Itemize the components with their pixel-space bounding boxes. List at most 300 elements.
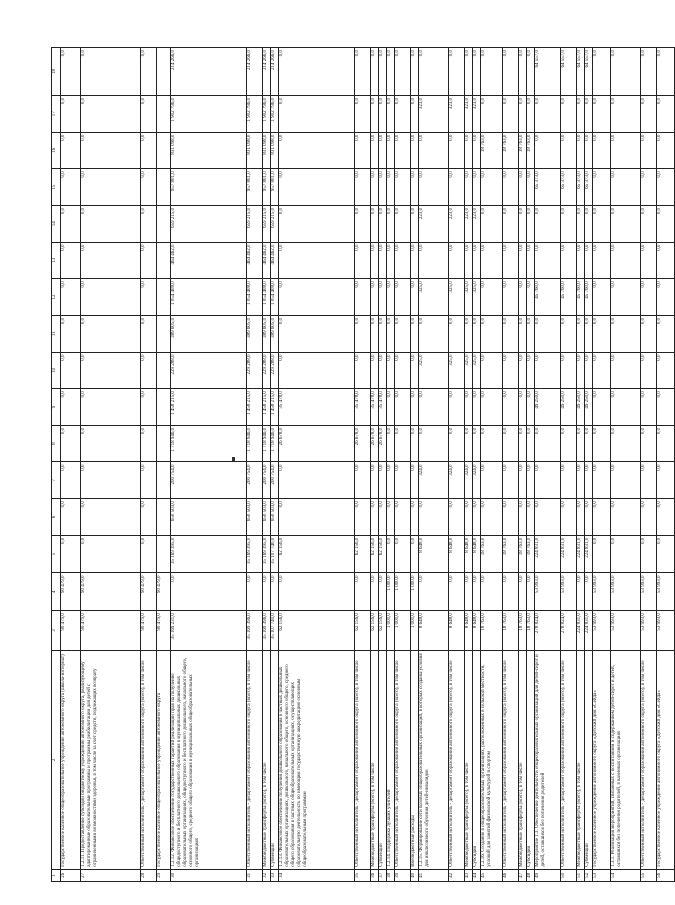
value-cell: 0,0 xyxy=(395,242,411,279)
value-cell: 0,0 xyxy=(593,352,611,389)
value-cell: 0,0 xyxy=(61,48,81,96)
value-cell: 0,0 xyxy=(141,242,157,279)
value-cell: 0,0 xyxy=(519,462,527,499)
value-cell: 957 801,0 xyxy=(271,169,279,206)
value-cell: 65 373,0 xyxy=(561,169,577,206)
value-cell: 0,0 xyxy=(371,169,379,206)
row-name: Межбюджетные трансферты (всего), в том числе xyxy=(519,650,527,869)
value-cell: 0,0 xyxy=(141,205,157,242)
value-cell: 324,0 xyxy=(473,462,481,499)
value-cell: 18 763,0 xyxy=(481,535,503,573)
value-cell: 464 462,0 xyxy=(263,242,271,279)
value-cell: 26 678,0 xyxy=(355,425,371,462)
value-cell: 35 169 395,0 xyxy=(171,535,247,573)
value-cell: 62 156,0 xyxy=(371,535,379,573)
value-cell: 214 266,0 xyxy=(247,48,263,96)
row-number: 42 xyxy=(449,869,465,881)
value-cell: 0,0 xyxy=(395,535,411,573)
value-cell: 0,0 xyxy=(519,242,527,279)
value-cell: 464 462,0 xyxy=(271,242,279,279)
value-cell xyxy=(157,535,171,573)
value-cell: 224 831,0 xyxy=(585,535,593,573)
value-cell: 1 902 796,0 xyxy=(247,95,263,132)
value-cell: 224 831,0 xyxy=(535,535,561,573)
value-cell: 0,0 xyxy=(577,425,585,462)
table-row xyxy=(519,48,527,882)
value-cell: 389 605,0 xyxy=(247,315,263,352)
value-cell: 0,0 xyxy=(449,499,465,536)
value-cell: 0,0 xyxy=(561,499,577,536)
value-cell: 0,0 xyxy=(411,169,419,206)
value-cell: 214 266,0 xyxy=(271,48,279,96)
value-cell: 0,0 xyxy=(473,499,481,536)
value-cell: 0,0 xyxy=(81,389,141,426)
value-cell: 0,0 xyxy=(503,242,519,279)
value-cell: 278 824,0 xyxy=(561,611,577,651)
row-number: 52 xyxy=(585,869,593,881)
value-cell: 0,0 xyxy=(503,425,519,462)
value-cell: 0,0 xyxy=(503,315,519,352)
value-cell: 35 478,0 xyxy=(371,389,379,426)
table-row xyxy=(395,48,411,882)
value-cell: 0,0 xyxy=(527,499,535,536)
value-cell: 65 373,0 xyxy=(585,169,593,206)
value-cell: 90 479,0 xyxy=(81,573,141,611)
value-cell: 0,0 xyxy=(141,132,157,169)
value-cell: 325,0 xyxy=(473,279,481,316)
value-cell: 0,0 xyxy=(395,425,411,462)
value-cell: 1 458 215,0 xyxy=(263,389,271,426)
value-cell: 324,0 xyxy=(465,462,473,499)
value-cell: 0,0 xyxy=(473,242,481,279)
value-cell: 0,0 xyxy=(611,535,641,573)
value-cell: 18 763,0 xyxy=(527,132,535,169)
row-number: 50 xyxy=(561,869,577,881)
value-cell: 0,0 xyxy=(641,535,657,573)
value-cell: 650 503,0 xyxy=(247,499,263,536)
value-cell: 0,0 xyxy=(81,242,141,279)
row-number: 37 xyxy=(379,869,387,881)
value-cell: 0,0 xyxy=(585,499,593,536)
value-cell: 1 458 215,0 xyxy=(247,389,263,426)
value-cell: 0,0 xyxy=(371,205,379,242)
value-cell: 0,0 xyxy=(387,169,395,206)
value-cell: 229 288,0 xyxy=(263,352,271,389)
value-cell: 0,0 xyxy=(371,573,379,611)
value-cell: 323,0 xyxy=(473,95,481,132)
value-cell: 0,0 xyxy=(395,169,411,206)
table-row xyxy=(449,48,465,882)
value-cell: 0,0 xyxy=(657,425,675,462)
value-cell: 0,0 xyxy=(61,205,81,242)
value-cell: 224 831,0 xyxy=(561,535,577,573)
value-cell: 0,0 xyxy=(355,279,371,316)
value-cell: 0,0 xyxy=(81,48,141,96)
value-cell: 0,0 xyxy=(481,315,503,352)
value-cell: 0,0 xyxy=(593,462,611,499)
value-cell xyxy=(157,352,171,389)
value-cell: 64 557,0 xyxy=(585,48,593,96)
value-cell: 0,0 xyxy=(279,205,355,242)
value-cell: 229 288,0 xyxy=(247,352,263,389)
value-cell: 0,0 xyxy=(387,48,395,96)
value-cell: 0,0 xyxy=(593,205,611,242)
value-cell: 0,0 xyxy=(141,499,157,536)
value-cell: 0,0 xyxy=(577,499,585,536)
value-cell: 0,0 xyxy=(535,315,561,352)
value-cell: 325,0 xyxy=(465,352,473,389)
value-cell: 18 763,0 xyxy=(481,132,503,169)
value-cell: 229 288,0 xyxy=(171,352,247,389)
value-cell: 0,0 xyxy=(503,462,519,499)
value-cell: 0,0 xyxy=(611,499,641,536)
value-cell: 0,0 xyxy=(473,389,481,426)
value-cell: 0,0 xyxy=(481,48,503,96)
value-cell: 0,0 xyxy=(473,169,481,206)
value-cell: 0,0 xyxy=(387,535,395,573)
value-cell: 0,0 xyxy=(641,132,657,169)
value-cell: 0,0 xyxy=(577,462,585,499)
table-row xyxy=(171,48,247,882)
value-cell: 0,0 xyxy=(395,95,411,132)
value-cell: 0,0 xyxy=(379,132,387,169)
value-cell: 0,0 xyxy=(473,315,481,352)
value-cell: 0,0 xyxy=(657,132,675,169)
row-number: 28 xyxy=(141,869,157,881)
row-number: 29 xyxy=(157,869,171,881)
row-name: 1.2.13. Финансовое обеспечение получения дошкольного образования в частных дошкольных образовательных организациях, дошкольного, начального общего, основного общего, среднего общего образования в частных общеобразовательных организациях, осуществляющих образовательную деятельность по имеющим государственную аккредитацию основным общеобразовательным программам xyxy=(279,650,355,869)
value-cell: 0,0 xyxy=(611,425,641,462)
table-row xyxy=(141,48,157,882)
value-cell: 53 993,0 xyxy=(657,573,675,611)
value-cell: 53 993,0 xyxy=(535,573,561,611)
value-cell: 0,0 xyxy=(419,242,449,279)
value-cell: 0,0 xyxy=(519,279,527,316)
table-row xyxy=(379,48,387,882)
value-cell: 0,0 xyxy=(641,95,657,132)
value-cell: 278 824,0 xyxy=(535,611,561,651)
value-cell: 0,0 xyxy=(395,132,411,169)
value-cell: 0,0 xyxy=(387,499,395,536)
value-cell: 0,0 xyxy=(657,462,675,499)
header-cell: 15 xyxy=(52,169,61,206)
value-cell: 223,0 xyxy=(465,205,473,242)
value-cell: 18 763,0 xyxy=(527,611,535,651)
value-cell: 0,0 xyxy=(585,425,593,462)
value-cell: 0,0 xyxy=(279,242,355,279)
table-row xyxy=(371,48,379,882)
row-number: 36 xyxy=(371,869,379,881)
value-cell: 0,0 xyxy=(465,132,473,169)
value-cell: 0,0 xyxy=(561,315,577,352)
row-number: 31 xyxy=(247,869,263,881)
value-cell: 0,0 xyxy=(585,242,593,279)
value-cell: 64 557,0 xyxy=(535,48,561,96)
value-cell: 324,0 xyxy=(449,462,465,499)
value-cell: 0,0 xyxy=(141,315,157,352)
value-cell: 0,0 xyxy=(535,499,561,536)
value-cell: 90 479,0 xyxy=(141,573,157,611)
table-row xyxy=(411,48,419,882)
value-cell: 0,0 xyxy=(519,205,527,242)
value-cell: 0,0 xyxy=(263,573,271,611)
value-cell: 0,0 xyxy=(611,205,641,242)
value-cell: 0,0 xyxy=(473,425,481,462)
value-cell: 0,0 xyxy=(61,279,81,316)
value-cell: 659 215,0 xyxy=(271,205,279,242)
table-row xyxy=(577,48,585,882)
value-cell: 0,0 xyxy=(419,425,449,462)
value-cell: 0,0 xyxy=(577,352,585,389)
value-cell: 0,0 xyxy=(593,425,611,462)
table-row xyxy=(263,48,271,882)
value-cell: 0,0 xyxy=(657,242,675,279)
value-cell: 389 605,0 xyxy=(271,315,279,352)
header-cell: 16 xyxy=(52,132,61,169)
row-number: 51 xyxy=(577,869,585,881)
row-number: 26 xyxy=(61,869,81,881)
table-row xyxy=(271,48,279,882)
value-cell: 0,0 xyxy=(657,535,675,573)
value-cell: 957 801,0 xyxy=(247,169,263,206)
value-cell: 64 557,0 xyxy=(561,48,577,96)
value-cell: 0,0 xyxy=(411,535,419,573)
value-cell: 0,0 xyxy=(519,573,527,611)
value-cell: 0,0 xyxy=(395,462,411,499)
value-cell: 0,0 xyxy=(465,242,473,279)
value-cell xyxy=(157,169,171,206)
row-number: 39 xyxy=(395,869,411,881)
value-cell: 0,0 xyxy=(641,315,657,352)
value-cell: 1 000,0 xyxy=(411,573,419,611)
value-cell: 8 648,0 xyxy=(419,535,449,573)
value-cell: 0,0 xyxy=(503,499,519,536)
value-cell: 8 648,0 xyxy=(473,535,481,573)
value-cell: 0,0 xyxy=(465,48,473,96)
header-cell: 14 xyxy=(52,205,61,242)
value-cell: 0,0 xyxy=(279,462,355,499)
value-cell: 229 288,0 xyxy=(271,352,279,389)
header-cell: 6 xyxy=(52,499,61,536)
value-cell: 0,0 xyxy=(81,279,141,316)
value-cell: 0,0 xyxy=(81,462,141,499)
value-cell: 0,0 xyxy=(611,48,641,96)
value-cell xyxy=(157,315,171,352)
value-cell: 0,0 xyxy=(419,315,449,352)
row-name: Межбюджетные трансферты (всего), в том числе xyxy=(577,650,585,869)
row-name: Государственное казенное общеобразовательное учреждение автономного округа (школа-интернат) xyxy=(61,650,81,869)
value-cell: 0,0 xyxy=(387,315,395,352)
value-cell: 1 902 796,0 xyxy=(271,95,279,132)
value-cell: 8 648,0 xyxy=(449,535,465,573)
value-cell: 1 718 946,0 xyxy=(171,425,247,462)
row-number: 27 xyxy=(81,869,141,881)
table-row xyxy=(481,48,503,882)
value-cell: 0,0 xyxy=(641,169,657,206)
value-cell: 0,0 xyxy=(519,499,527,536)
value-cell: 0,0 xyxy=(657,352,675,389)
value-cell: 35 478,0 xyxy=(279,389,355,426)
value-cell: 0,0 xyxy=(411,242,419,279)
value-cell: 0,0 xyxy=(449,315,465,352)
table-row xyxy=(465,48,473,882)
value-cell xyxy=(157,499,171,536)
value-cell: 53 993,0 xyxy=(593,611,611,651)
table-row xyxy=(279,48,355,882)
value-cell: 0,0 xyxy=(527,352,535,389)
value-cell: 0,0 xyxy=(561,95,577,132)
value-cell: 62 156,0 xyxy=(279,535,355,573)
value-cell: 62 156,0 xyxy=(355,535,371,573)
value-cell: 90 479,0 xyxy=(81,611,141,651)
header-cell: 4 xyxy=(52,573,61,611)
row-number: 43 xyxy=(465,869,473,881)
value-cell: 0,0 xyxy=(657,169,675,206)
value-cell xyxy=(157,48,171,96)
rotated-page xyxy=(51,47,662,882)
value-cell: 0,0 xyxy=(81,315,141,352)
value-cell: 0,0 xyxy=(593,499,611,536)
value-cell: 0,0 xyxy=(411,425,419,462)
value-cell: 0,0 xyxy=(411,462,419,499)
value-cell: 0,0 xyxy=(527,95,535,132)
value-cell: 0,0 xyxy=(481,279,503,316)
header-cell: 3 xyxy=(52,611,61,651)
value-cell: 957 801,0 xyxy=(263,169,271,206)
value-cell: 0,0 xyxy=(379,352,387,389)
value-cell: 53 993,0 xyxy=(657,611,675,651)
value-cell: 831 098,0 xyxy=(263,132,271,169)
value-cell: 45 760,0 xyxy=(561,279,577,316)
table-row xyxy=(535,48,561,882)
value-cell: 35 169 396,0 xyxy=(263,611,271,651)
value-cell: 90 479,0 xyxy=(61,611,81,651)
value-cell: 0,0 xyxy=(419,573,449,611)
value-cell: 0,0 xyxy=(61,389,81,426)
value-cell: 1 458 215,0 xyxy=(171,389,247,426)
value-cell: 0,0 xyxy=(411,48,419,96)
value-cell: 0,0 xyxy=(527,169,535,206)
value-cell: 53 993,0 xyxy=(561,573,577,611)
value-cell: 0,0 xyxy=(61,242,81,279)
row-name: Субвенции xyxy=(585,650,593,869)
value-cell: 49 250,0 xyxy=(561,389,577,426)
value-cell: 0,0 xyxy=(527,315,535,352)
value-cell: 650 503,0 xyxy=(171,499,247,536)
value-cell: 0,0 xyxy=(503,352,519,389)
row-name: Ответственный исполнитель - департамент образования автономного округа (всего), в том числе xyxy=(561,650,577,869)
value-cell: 0,0 xyxy=(379,279,387,316)
value-cell: 0,0 xyxy=(577,573,585,611)
value-cell: 0,0 xyxy=(61,425,81,462)
row-number: 40 xyxy=(411,869,419,881)
value-cell: 1 000,0 xyxy=(395,573,411,611)
value-cell: 0,0 xyxy=(519,352,527,389)
value-cell: 0,0 xyxy=(473,48,481,96)
value-cell: 0,0 xyxy=(411,352,419,389)
value-cell: 0,0 xyxy=(279,95,355,132)
value-cell: 0,0 xyxy=(379,499,387,536)
value-cell: 62 156,0 xyxy=(379,535,387,573)
value-cell: 0,0 xyxy=(503,48,519,96)
value-cell: 0,0 xyxy=(387,205,395,242)
value-cell: 0,0 xyxy=(395,389,411,426)
value-cell: 464 462,0 xyxy=(247,242,263,279)
table-row xyxy=(387,48,395,882)
row-name: Ответственный исполнитель - департамент образования автономного округа (всего), в том числе xyxy=(395,650,411,869)
row-name: Государственное казенное общеобразовательное учреждение автономного округа xyxy=(157,650,171,869)
value-cell: 0,0 xyxy=(395,48,411,96)
value-cell: 0,0 xyxy=(141,352,157,389)
value-cell: 1 000,0 xyxy=(387,611,395,651)
value-cell: 0,0 xyxy=(577,242,585,279)
table-row xyxy=(473,48,481,882)
row-name: Ответственный исполнитель - департамент образования автономного округа (всего), в том числе xyxy=(449,650,465,869)
value-cell: 224 831,0 xyxy=(577,611,585,651)
value-cell: 0,0 xyxy=(585,573,593,611)
value-cell: 49 250,0 xyxy=(535,389,561,426)
value-cell: 323,0 xyxy=(419,95,449,132)
table-row xyxy=(585,48,593,882)
row-number: 53 xyxy=(593,869,611,881)
value-cell: 650 503,0 xyxy=(263,499,271,536)
value-cell: 1 054 408,0 xyxy=(247,279,263,316)
value-cell: 0,0 xyxy=(519,169,527,206)
value-cell: 323,0 xyxy=(465,95,473,132)
value-cell: 0,0 xyxy=(355,132,371,169)
row-number: 55 xyxy=(641,869,657,881)
value-cell: 90 479,0 xyxy=(157,573,171,611)
value-cell: 0,0 xyxy=(81,169,141,206)
value-cell: 0,0 xyxy=(141,48,157,96)
value-cell: 0,0 xyxy=(411,499,419,536)
value-cell: 0,0 xyxy=(387,242,395,279)
value-cell: 214 266,0 xyxy=(171,48,247,96)
value-cell: 0,0 xyxy=(61,352,81,389)
value-cell: 0,0 xyxy=(611,462,641,499)
value-cell: 0,0 xyxy=(641,352,657,389)
value-cell: 0,0 xyxy=(271,573,279,611)
row-number: 54 xyxy=(611,869,641,881)
row-name: Субвенции xyxy=(271,650,279,869)
value-cell: 323,0 xyxy=(449,95,465,132)
row-name: Мероприятие 1.3. Обеспечение деятельности общеобразовательных организаций для детей-сирот и детей, оставшихся без попечения родителей xyxy=(535,650,561,869)
row-name: Субсидии xyxy=(473,650,481,869)
value-cell: 0,0 xyxy=(593,315,611,352)
value-cell: 0,0 xyxy=(371,95,379,132)
value-cell: 0,0 xyxy=(355,462,371,499)
value-cell: 0,0 xyxy=(411,315,419,352)
value-cell: 0,0 xyxy=(561,205,577,242)
row-name: 1.2.15. Формирование сети базовых общеобразовательных организаций, в которых созданы условия для инклюзивного обучения детей-инвалидов xyxy=(419,650,449,869)
value-cell: 0,0 xyxy=(611,132,641,169)
value-cell: 0,0 xyxy=(561,242,577,279)
value-cell: 0,0 xyxy=(141,425,157,462)
value-cell: 0,0 xyxy=(657,499,675,536)
table-row xyxy=(419,48,449,882)
value-cell xyxy=(157,462,171,499)
value-cell: 0,0 xyxy=(561,425,577,462)
value-cell: 0,0 xyxy=(527,279,535,316)
value-cell: 0,0 xyxy=(465,315,473,352)
value-cell: 0,0 xyxy=(387,95,395,132)
row-number: 35 xyxy=(355,869,371,881)
row-number: 47 xyxy=(519,869,527,881)
value-cell: 464 462,0 xyxy=(171,242,247,279)
value-cell: 0,0 xyxy=(577,95,585,132)
value-cell: 0,0 xyxy=(503,205,519,242)
value-cell: 0,0 xyxy=(481,499,503,536)
